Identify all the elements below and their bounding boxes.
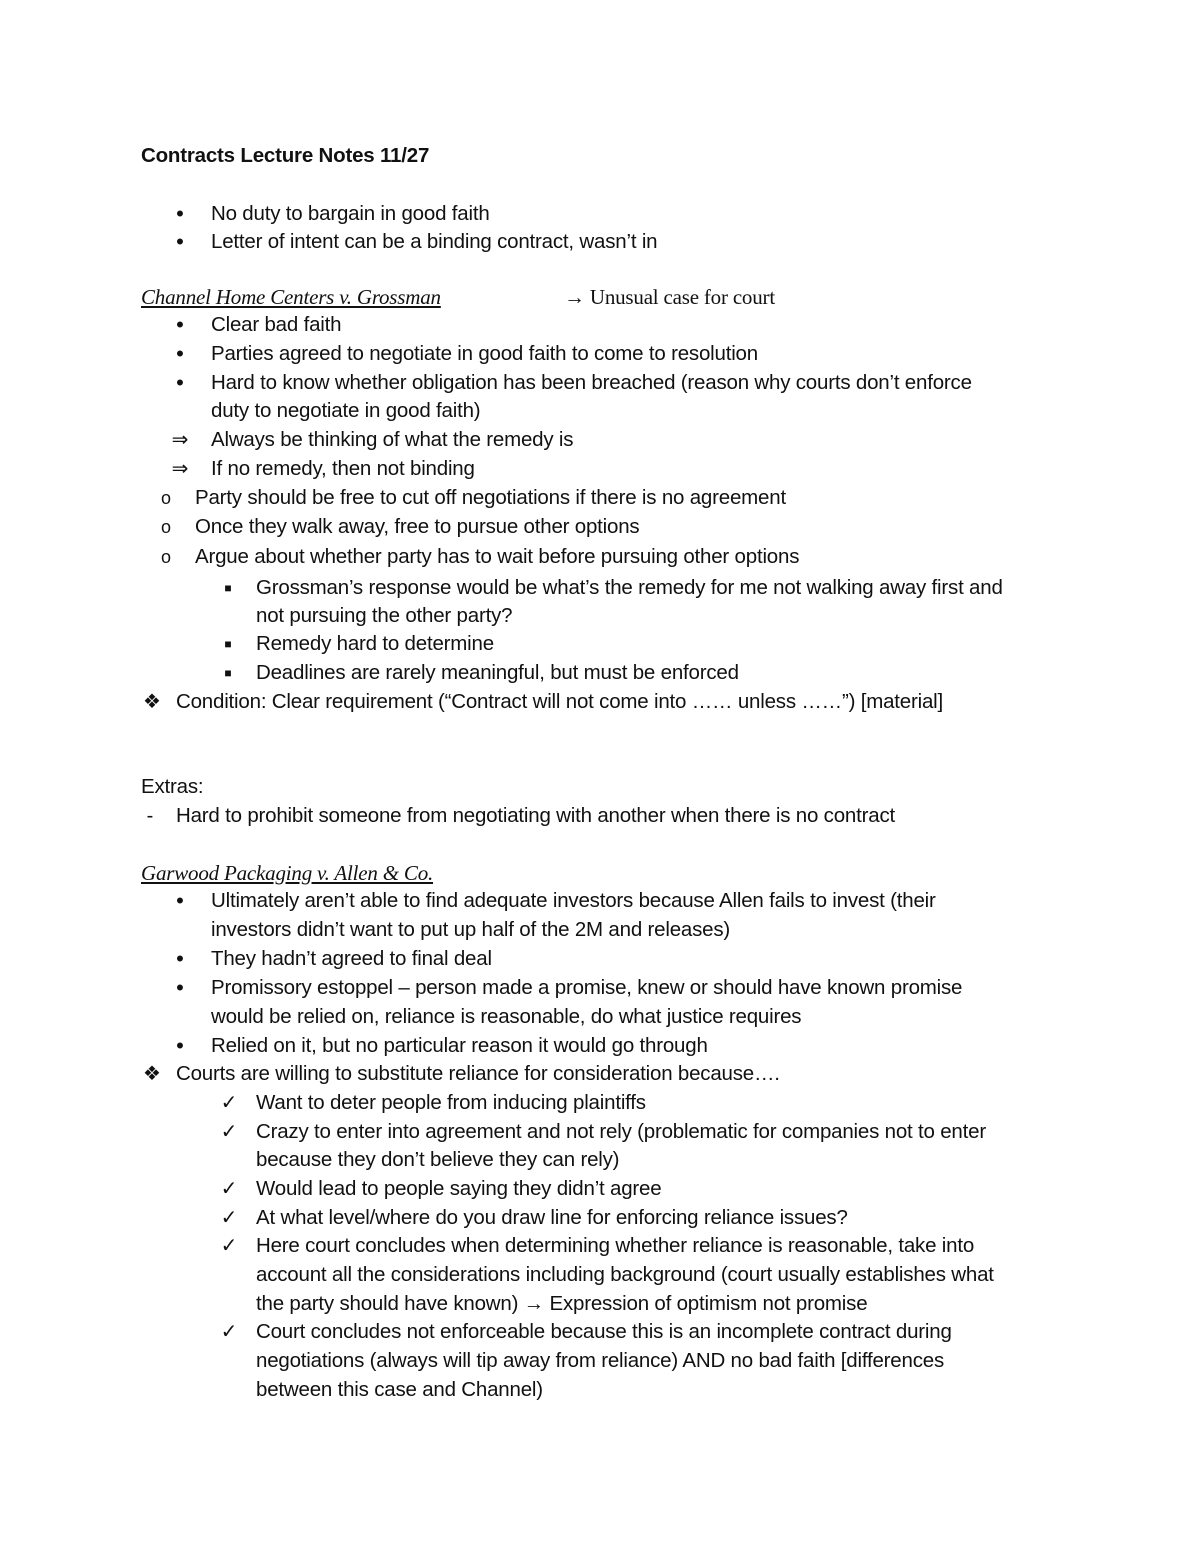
- list-item-continued: negotiations (always will tip away from reliance) AND no bad faith [differences: [256, 1349, 944, 1372]
- bullet-marker: •: [176, 312, 184, 337]
- list-item: Grossman’s response would be what’s the remedy for me not walking away first and: [256, 576, 1003, 599]
- list-item: Argue about whether party has to wait before pursuing other options: [195, 545, 800, 568]
- case-heading-garwood: Garwood Packaging v. Allen & Co.: [141, 861, 434, 885]
- list-item: Want to deter people from inducing plaintiffs: [256, 1091, 646, 1114]
- diamond-marker: ❖: [143, 1063, 161, 1085]
- list-item-continued: between this case and Channel): [256, 1378, 543, 1401]
- check-marker: ✓: [220, 1121, 238, 1143]
- list-item: They hadn’t agreed to final deal: [211, 947, 492, 970]
- list-item-continued: the party should have known) → Expression of optimism not promise: [256, 1292, 868, 1315]
- list-item: Party should be free to cut off negotiations if there is no agreement: [195, 486, 786, 509]
- check-marker: ✓: [220, 1092, 238, 1114]
- circle-marker: o: [160, 488, 171, 508]
- check-marker: ✓: [220, 1235, 238, 1257]
- list-item: Court concludes not enforceable because this is an incomplete contract during: [256, 1320, 952, 1343]
- page-title: Contracts Lecture Notes 11/27: [141, 144, 430, 167]
- case-note: → Unusual case for court: [564, 285, 775, 309]
- list-item: Relied on it, but no particular reason it would go through: [211, 1034, 708, 1057]
- intro-item: No duty to bargain in good faith: [211, 202, 490, 225]
- check-marker: ✓: [220, 1207, 238, 1229]
- check-marker: ✓: [220, 1321, 238, 1343]
- arrow-marker: ⇒: [171, 458, 189, 480]
- dash-marker: -: [146, 805, 154, 827]
- diamond-marker: ❖: [143, 691, 161, 713]
- square-marker: ■: [224, 581, 232, 595]
- bullet-marker: •: [176, 229, 184, 254]
- arrow-marker: ⇒: [171, 429, 189, 451]
- bullet-marker: •: [176, 1033, 184, 1058]
- list-item: At what level/where do you draw line for enforcing reliance issues?: [256, 1206, 848, 1229]
- list-item-continued: account all the considerations including background (court usually establishes what: [256, 1263, 994, 1286]
- list-item: Parties agreed to negotiate in good faith to come to resolution: [211, 342, 758, 365]
- list-item-continued: duty to negotiate in good faith): [211, 399, 481, 422]
- case-heading-channel: Channel Home Centers v. Grossman: [141, 285, 441, 309]
- courts-note: Courts are willing to substitute reliance for consideration because….: [176, 1062, 780, 1085]
- bullet-marker: •: [176, 370, 184, 395]
- list-item: Hard to know whether obligation has been breached (reason why courts don’t enforce: [211, 371, 972, 394]
- circle-marker: o: [160, 517, 171, 537]
- bullet-marker: •: [176, 201, 184, 226]
- bullet-marker: •: [176, 946, 184, 971]
- list-item-continued: not pursuing the other party?: [256, 604, 513, 627]
- list-item: Clear bad faith: [211, 313, 342, 336]
- list-item: Always be thinking of what the remedy is: [211, 428, 574, 451]
- bullet-marker: •: [176, 341, 184, 366]
- circle-marker: o: [160, 547, 171, 567]
- square-marker: ■: [224, 637, 232, 651]
- list-item: Hard to prohibit someone from negotiating with another when there is no contract: [176, 804, 895, 827]
- list-item: Once they walk away, free to pursue other options: [195, 515, 640, 538]
- list-item: Remedy hard to determine: [256, 632, 494, 655]
- list-item-continued: because they don’t believe they can rely): [256, 1148, 620, 1171]
- check-marker: ✓: [220, 1178, 238, 1200]
- square-marker: ■: [224, 666, 232, 680]
- list-item: Deadlines are rarely meaningful, but must be enforced: [256, 661, 739, 684]
- list-item: Here court concludes when determining whether reliance is reasonable, take into: [256, 1234, 975, 1257]
- intro-item: Letter of intent can be a binding contract, wasn’t in: [211, 230, 658, 253]
- bullet-marker: •: [176, 975, 184, 1000]
- list-item-continued: would be relied on, reliance is reasonable, do what justice requires: [211, 1005, 802, 1028]
- list-item: Crazy to enter into agreement and not rely (problematic for companies not to enter: [256, 1120, 986, 1143]
- list-item-continued: investors didn’t want to put up half of the 2M and releases): [211, 918, 731, 941]
- condition-note: Condition: Clear requirement (“Contract will not come into …… unless ……”) [material]: [176, 690, 944, 713]
- list-item: Would lead to people saying they didn’t agree: [256, 1177, 662, 1200]
- bullet-marker: •: [176, 888, 184, 913]
- list-item: Promissory estoppel – person made a promise, knew or should have known promise: [211, 976, 963, 999]
- extras-label: Extras:: [141, 775, 204, 798]
- list-item: Ultimately aren’t able to find adequate investors because Allen fails to invest (their: [211, 889, 936, 912]
- list-item: If no remedy, then not binding: [211, 457, 475, 480]
